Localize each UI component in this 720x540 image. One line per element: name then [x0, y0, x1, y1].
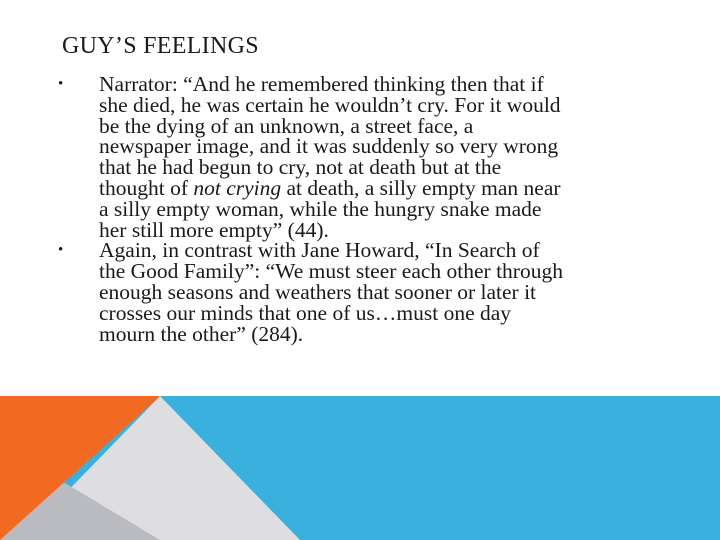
slide-title: GUY’S FEELINGS: [62, 33, 259, 59]
bullet-marker: •: [58, 76, 64, 92]
bullet-line: crosses our minds that one of us…must one day: [99, 300, 512, 325]
bullet-line: that he had begun to cry, not at death but at the: [99, 155, 502, 180]
bullet-line: her still more empty” (44).: [99, 217, 329, 242]
bullet-line: be the dying of an unknown, a street face, a: [99, 113, 474, 138]
bullet-item: [58, 74, 678, 240]
bullet-line: the Good Family”: “We must steer each other through: [99, 259, 563, 284]
bullet-line: a silly empty woman, while the hungry snake made: [99, 196, 542, 221]
bullet-list: [58, 74, 678, 344]
geometric-footer-graphic: [0, 396, 720, 540]
bullet-line: Narrator: “And he remembered thinking then that if: [99, 72, 544, 96]
bullet-line: mourn the other” (284).: [99, 321, 304, 346]
bullet-line: enough seasons and weathers that sooner or later it: [99, 279, 537, 304]
bullet-line: newspaper image, and it was suddenly so very wrong: [99, 134, 559, 159]
italic-emphasis: not crying: [193, 175, 282, 200]
bullet-item: [58, 240, 678, 344]
bullet-marker: •: [58, 242, 64, 259]
bullet-line: thought of not crying at death, a silly empty man near: [99, 175, 561, 200]
bullet-line: she died, he was certain he wouldn’t cry. For it would: [99, 92, 561, 117]
bullet-line: Again, in contrast with Jane Howard, “In Search of: [99, 238, 540, 263]
decorative-footer: [0, 396, 720, 540]
